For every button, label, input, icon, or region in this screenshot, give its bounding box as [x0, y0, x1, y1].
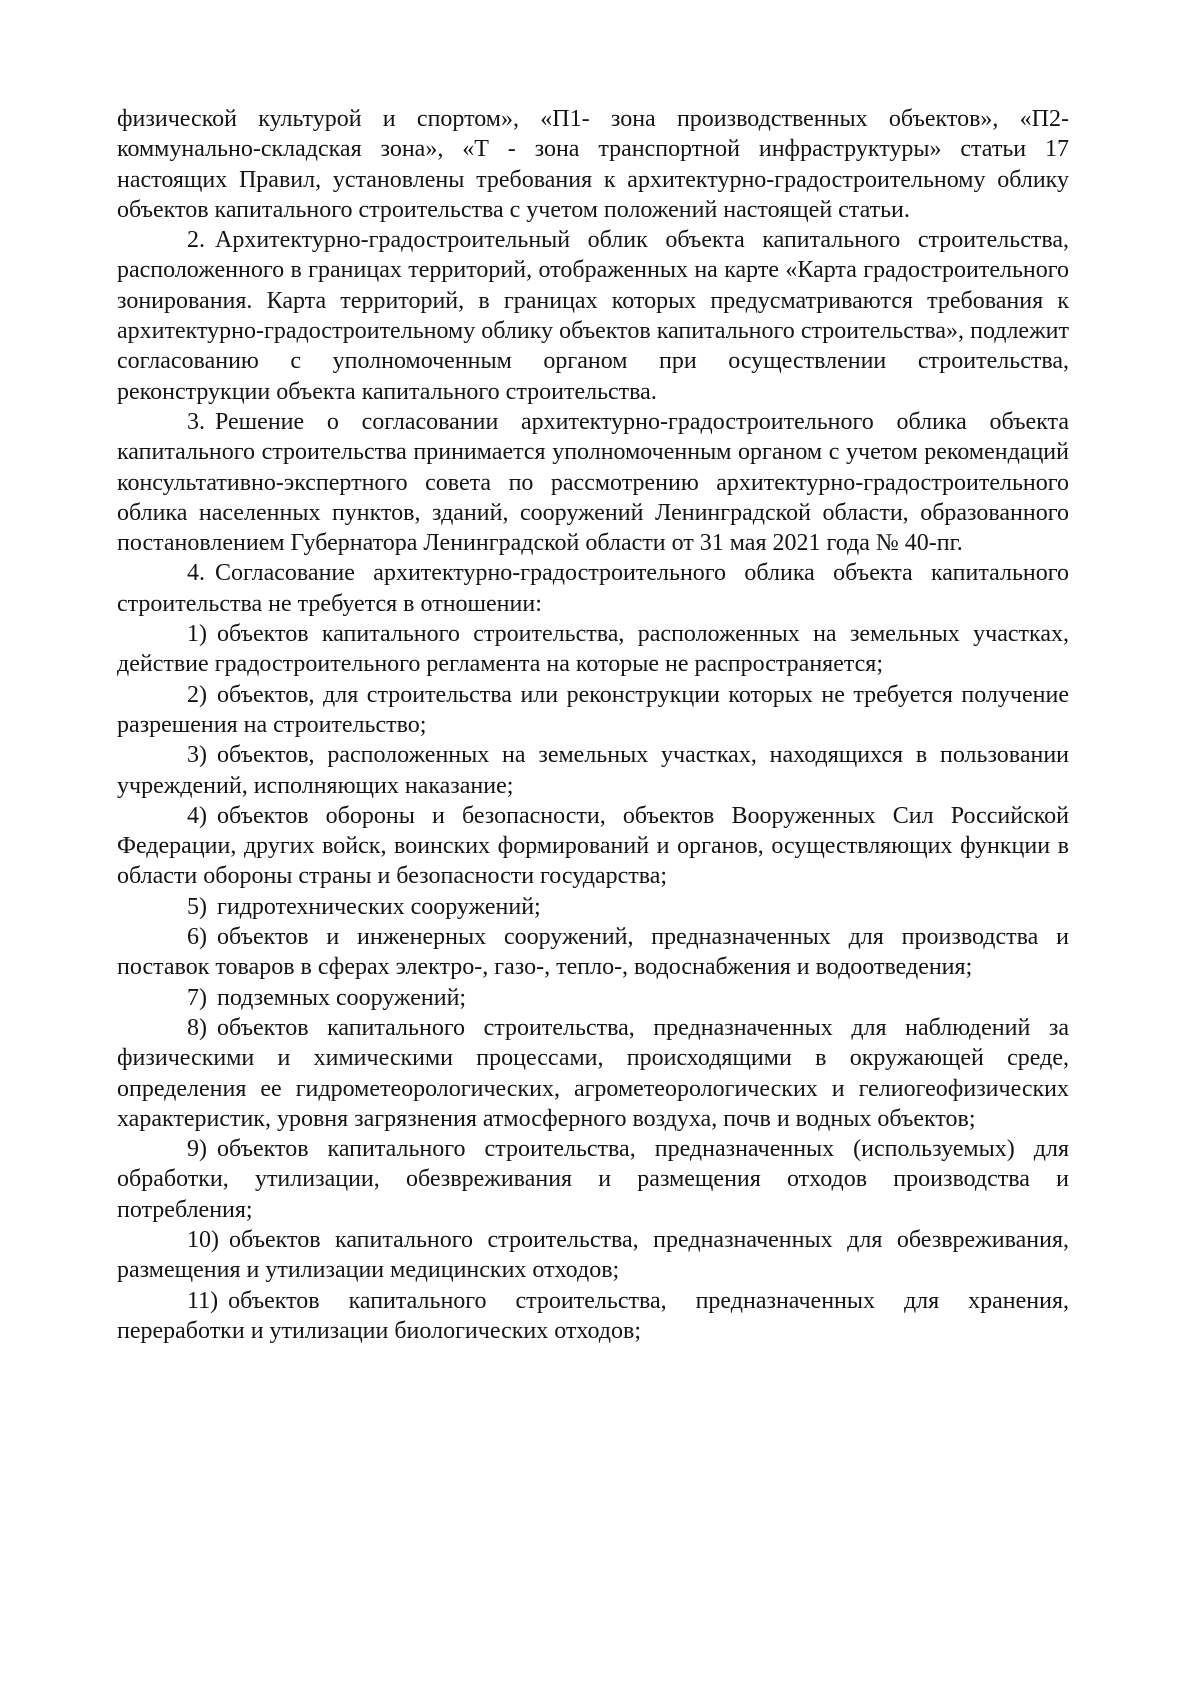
- list-item-8: [117, 1013, 1069, 1134]
- list-item-text: объектов капитального строительства, предназначенных (используемых) для обработки, утилизации, обезвреживания и размещения отходов производства и потребления;: [117, 1136, 1069, 1223]
- list-item-2: [117, 680, 1069, 741]
- list-item-number: 6): [187, 924, 207, 951]
- list-item-3: [117, 740, 1069, 801]
- list-item-11: [117, 1286, 1069, 1347]
- document-page: [117, 104, 1069, 1346]
- list-item-text: подземных сооружений;: [217, 984, 467, 1011]
- list-item-number: 4): [187, 802, 207, 829]
- paragraph-3: [117, 407, 1069, 558]
- list-item-7: [117, 983, 1069, 1013]
- list-item-text: объектов и инженерных сооружений, предназначенных для производства и поставок товаров в сферах электро-, газо-, тепло-, водоснабжения и водоотведения;: [117, 924, 1069, 981]
- paragraph-2: [117, 225, 1069, 407]
- paragraph-number: 4.: [187, 560, 205, 587]
- list-item-text: объектов, расположенных на земельных участках, находящихся в пользовании учреждений, исполняющих наказание;: [117, 742, 1069, 799]
- list-item-number: 9): [187, 1136, 207, 1163]
- list-item-text: объектов капитального строительства, предназначенных для наблюдений за физическими и химическими процессами, происходящими в окружающей среде, определения ее гидрометеорологических, агрометеорологических и гелиогеофизических характеристик, уровня загрязнения атмосферного воздуха, почв и водных объектов;: [117, 1014, 1069, 1132]
- list-item-4: [117, 801, 1069, 892]
- list-item-number: 1): [187, 621, 207, 648]
- paragraph-number: 2.: [187, 227, 205, 254]
- list-item-text: объектов капитального строительства, предназначенных для обезвреживания, размещения и утилизации медицинских отходов;: [117, 1226, 1069, 1284]
- list-item-9: [117, 1134, 1069, 1225]
- list-item-number: 8): [187, 1014, 207, 1041]
- list-item-text: объектов, для строительства или реконструкции которых не требуется получение разрешения на строительство;: [117, 681, 1069, 738]
- list-item-text: объектов капитального строительства, расположенных на земельных участках, действие градостроительного регламента на которые не распространяется;: [117, 621, 1069, 678]
- list-item-text: объектов капитального строительства, предназначенных для хранения, переработки и утилизации биологических отходов;: [117, 1287, 1069, 1344]
- list-item-number: 7): [187, 984, 207, 1011]
- list-item-text: гидротехнических сооружений;: [217, 893, 541, 920]
- list-item-1: [117, 619, 1069, 680]
- list-item-number: 2): [187, 681, 207, 708]
- paragraph-4: [117, 558, 1069, 619]
- list-item-number: 11): [187, 1287, 219, 1314]
- list-item-10: [117, 1225, 1069, 1286]
- paragraph-text: Согласование архитектурно-градостроительного облика объекта капитального строительства не требуется в отношении:: [117, 560, 1069, 617]
- paragraph-text: Решение о согласовании архитектурно-градостроительного облика объекта капитального строительства принимается уполномоченным органом с учетом рекомендаций консультативно-экспертного совета по рассмотрению архитектурно-градостроительного облика населенных пунктов, зданий, сооружений Ленинградской области, образованного постановлением Губернатора Ленинградской области от 31 мая 2021 года № 40-пг.: [117, 408, 1069, 557]
- paragraph-text: Архитектурно-градостроительный облик объекта капитального строительства, расположенного в границах территорий, отображенных на карте «Карта градостроительного зонирования. Карта территорий, в границах которых предусматриваются требования к архитектурно-градостроительному облику объектов капитального строительства», подлежит согласованию с уполномоченным органом при осуществлении строительства, реконструкции объекта капитального строительства.: [117, 227, 1069, 405]
- list-item-text: объектов обороны и безопасности, объектов Вооруженных Сил Российской Федерации, других войск, воинских формирований и органов, осуществляющих функции в области обороны страны и безопасности государства;: [117, 802, 1069, 890]
- paragraph-continuation: [117, 104, 1069, 225]
- paragraph-text: физической культурой и спортом», «П1- зона производственных объектов», «П2-коммунально-складская зона», «Т - зона транспортной инфраструктуры» статьи 17 настоящих Правил, установлены требования к архитектурно-градостроительному облику объектов капитального строительства с учетом положений настоящей статьи.: [117, 106, 1069, 223]
- list-item-6: [117, 922, 1069, 983]
- paragraph-number: 3.: [187, 408, 205, 435]
- list-item-number: 3): [187, 742, 207, 769]
- list-item-number: 10): [187, 1226, 219, 1253]
- list-item-number: 5): [187, 893, 207, 920]
- list-item-5: [117, 892, 1069, 922]
